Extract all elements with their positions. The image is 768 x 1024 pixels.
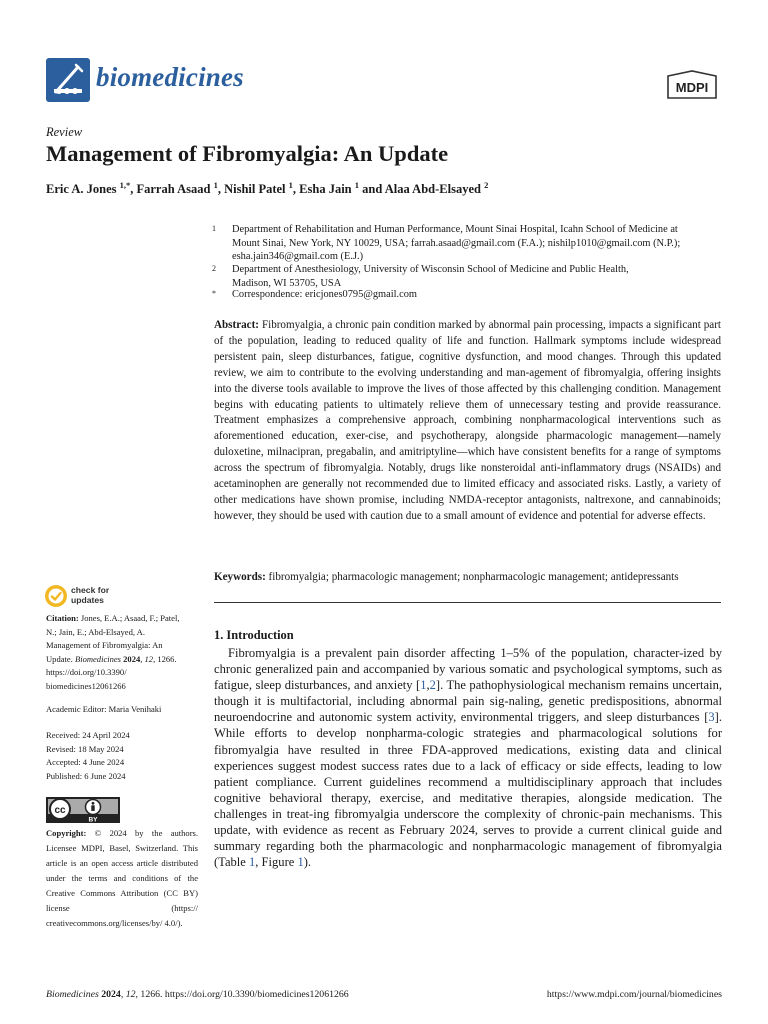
keywords-label: Keywords: xyxy=(214,571,266,583)
introduction-line xyxy=(266,839,722,853)
text-run: 12 xyxy=(144,653,154,664)
citation-block xyxy=(46,612,196,693)
text-run: naling, genetic predispositions, abnormal neuroendocrine and autonomic system activity, xyxy=(214,694,722,725)
check-updates-icon xyxy=(44,584,68,608)
author-name: Nishil Patel xyxy=(224,182,286,197)
text-run: evidence as recent as February 2024, serves to provide a current clinical guide and summary xyxy=(214,823,722,854)
author-affiliation-mark: 1 xyxy=(288,180,293,190)
copyright-label: Copyright: xyxy=(46,828,87,838)
abstract xyxy=(214,318,721,525)
text-run: FDA-approved medications, existing data and clinical experiences suggest modest success xyxy=(214,742,723,773)
affiliation-mark: 2 xyxy=(212,264,216,273)
by-text: BY xyxy=(88,816,98,823)
copyright-notice xyxy=(46,826,198,931)
publisher-name: MDPI xyxy=(675,80,709,95)
keywords-text: fibromyalgia; pharmacologic management; nonpharmacologic management; antidepressants xyxy=(268,571,679,583)
citation-line xyxy=(46,640,163,650)
keywords xyxy=(214,570,721,585)
text-run: , xyxy=(426,678,430,693)
text-run: therapy, exercise, and meditative therapies, alongside medication. The challenges in treat- xyxy=(214,790,722,821)
footer-text: Biomedicines xyxy=(46,989,99,1000)
footer-text: 12 xyxy=(125,989,136,1000)
author-list: Eric A. Jones $^{1,*}$, Farrah Asaad $^1$, Nishil Patel $^1$, Esha Jain $^1$ and Alaa Abd-Elsayed $^2$ xyxy=(46,180,489,197)
text-run: guidelines recommend a multidisciplinary approach that includes cognitive behavioral xyxy=(214,774,722,805)
affiliation xyxy=(214,263,734,290)
text-run: ing fibromyalgia underscore the complexity of chronic-pain mechanisms. This update, with xyxy=(214,806,723,838)
text-run: , xyxy=(140,653,145,664)
affiliation-text xyxy=(232,288,734,302)
section-heading: 1. Introduction xyxy=(214,628,294,642)
citation-label: Citation: xyxy=(46,613,79,623)
footer-journal-link[interactable]: https://www.mdpi.com/journal/biomedicines xyxy=(546,989,722,1000)
revised-date: Revised: 18 May 2024 xyxy=(46,743,124,754)
author-name: Alaa Abd-Elsayed xyxy=(384,182,481,197)
introduction-paragraph xyxy=(214,645,722,870)
citation-link[interactable]: 1 xyxy=(297,855,304,870)
text-run: Biomedicines xyxy=(74,653,122,664)
text-run: Update. xyxy=(46,653,75,664)
check-for-updates-button[interactable] xyxy=(44,584,134,610)
author-affiliation-mark: 2 xyxy=(484,180,489,190)
text-run: rates due to a lack of efficacy or side effects, leading to low patient compliance. Current xyxy=(214,758,722,789)
introduction-line xyxy=(228,646,683,660)
text-run: symptoms, such as fatigue, sleep disturbances, and anxiety [ xyxy=(214,662,723,693)
text-run: ized by chronic generalized pain and accompanied by various somatic and psychological xyxy=(214,646,722,677)
affiliation-text xyxy=(232,223,734,264)
author-affiliation-mark: 1 xyxy=(213,180,218,190)
citation-link[interactable]: 1 xyxy=(420,678,427,693)
text-run: environmental triggers, and sleep disturbances [ xyxy=(460,710,709,725)
abstract-text: Fibromyalgia, a chronic pain condition marked by abnormal pain processing, impacts a significant part of the population, leading to reduced quality of life and function. Hallmark symptoms include widespread persistent pain, sleep disturbances, fatigue, cognitive dysfunction, and mood changes. Through this updated review, we aim to contribute to the evolving understanding and man-agement of fibromyalgia, offering insights into the diverse tools available to improve the lives of those affected by this challenging condition. Management begins with educating patients to ultimately relieve them of unnecessary testing and provide reassurance. Treatment emphasizes a comprehensive approach, combining nonpharmacological interventions such as aforementioned education, exer-cise, and psychotherapy, alongside pharmacologic management—namely duloxetine, milnacipran, pregabalin, and amitriptyline—which have consistent benefits for a range of symptoms across the spectrum of fibromyalgia. Notably, drugs like nonsteroidal anti-inflammatory drugs (NSAIDs) and acetaminophen are generally not recommended due to limited efficacy and associated risks. Lastly, a variety of other medications have shown promise, including NMDA-receptor antagonists, naltrexone, and cannabinoids; however, they should be used with caution due to a small amount of evidence and potential for adverse effects. xyxy=(214,319,721,522)
section-divider xyxy=(214,602,721,603)
page-title: Management of Fibromyalgia: An Update xyxy=(46,141,449,166)
text-run: Jones, E.A.; Asaad, F.; Patel, xyxy=(80,613,180,623)
publisher-logo xyxy=(666,70,718,100)
published-date: Published: 6 June 2024 xyxy=(46,770,126,781)
introduction-line xyxy=(214,855,311,869)
article-type: Review xyxy=(46,125,83,139)
author-name: Eric A. Jones xyxy=(46,182,117,197)
text-run: , Figure xyxy=(255,855,298,870)
author-affiliation-mark: 1 xyxy=(354,180,360,190)
citation-link[interactable]: 1 xyxy=(249,855,256,870)
academic-editor: Academic Editor: Maria Venihaki xyxy=(46,704,162,714)
citation-link[interactable]: 3 xyxy=(708,710,715,725)
citation-line xyxy=(46,667,127,677)
text-run: https://doi.org/10.3390/ xyxy=(46,667,127,677)
affiliation xyxy=(214,288,734,302)
affiliation-mark: * xyxy=(212,289,216,298)
author-name: Esha Jain xyxy=(299,182,352,197)
footer-text: , 1266. https://doi.org/10.3390/biomedicines12061266 xyxy=(135,989,349,1000)
affiliation xyxy=(214,223,734,264)
citation-line xyxy=(46,627,145,637)
text-run: biomedicines12061266 xyxy=(46,680,126,691)
affiliation-line: esha.jain346@gmail.com (E.J.) xyxy=(232,251,364,263)
affiliation-mark: 1 xyxy=(212,224,216,233)
text-run: 2024 xyxy=(123,653,141,664)
text-run: (Table xyxy=(214,855,249,870)
citation-line xyxy=(46,681,126,691)
journal-logo-icon xyxy=(46,58,90,102)
introduction-body xyxy=(214,645,722,870)
footer-text: 2024 xyxy=(101,989,121,1000)
text-run: ). xyxy=(303,855,312,870)
received-date: Received: 24 April 2024 xyxy=(46,730,130,740)
text-run: , 1266. xyxy=(153,653,177,664)
footer-citation xyxy=(46,989,349,1000)
author-name: Farrah Asaad xyxy=(136,182,211,197)
affiliation-line: Madison, WI 53705, USA xyxy=(232,277,342,289)
publication-dates xyxy=(46,729,196,783)
citation-line xyxy=(81,613,180,623)
affiliation-text xyxy=(232,263,734,290)
citation-line xyxy=(46,654,177,664)
affiliation-line: Department of Anesthesiology, University of Wisconsin School of Medicine and Public Health, xyxy=(232,264,629,275)
text-run: ]. The pathophysiological xyxy=(435,678,565,693)
text-run: mechanism remains uncertain, though it is multifactorial, including abnormal pain sig- xyxy=(214,678,723,709)
affiliation-line: Mount Sinai, New York, NY 10029, USA; farrah.asaad@gmail.com (F.A.); nishilp1010@gmail.com (N.P.); xyxy=(232,237,681,249)
text-run: regarding both the pharmacologic and nonpharmacologic management of fibromyalgia xyxy=(266,839,722,854)
copyright-text: © 2024 by the authors. Licensee MDPI, Basel, Switzerland. This article is an open access article distributed under the terms and conditions of the Creative Commons Attribution (CC BY) license (https:// creativecommons.org/licenses/by/ 4.0/). xyxy=(46,828,199,928)
author-affiliation-mark: 1,* xyxy=(119,180,131,190)
footer-text: , xyxy=(120,989,126,1000)
check-updates-label: check for updates xyxy=(71,585,110,605)
text-run: Fibromyalgia is a prevalent pain disorder affecting 1–5% of the population, character- xyxy=(228,646,684,660)
text-run: Management of Fibromyalgia: An xyxy=(46,640,163,650)
affiliation-line: Correspondence: ericjones0795@gmail.com xyxy=(232,289,418,300)
accepted-date: Accepted: 4 June 2024 xyxy=(46,757,125,767)
abstract-label: Abstract: xyxy=(214,319,259,331)
cc-by-license-icon[interactable] xyxy=(46,797,120,823)
text-run: ]. While efforts to develop nonpharma- xyxy=(214,710,722,741)
affiliation-line: Department of Rehabilitation and Human Performance, Mount Sinai Hospital, Icahn School of Medicine at xyxy=(232,224,678,235)
text-run: cologic strategies and pharmacological solutions for fibromyalgia have resulted in three xyxy=(214,726,722,757)
text-run: N.; Jain, E.; Abd-Elsayed, A. xyxy=(46,626,145,637)
journal-name: biomedicines xyxy=(96,62,244,92)
cc-text: cc xyxy=(54,805,66,816)
citation-link[interactable]: 2 xyxy=(429,678,436,693)
